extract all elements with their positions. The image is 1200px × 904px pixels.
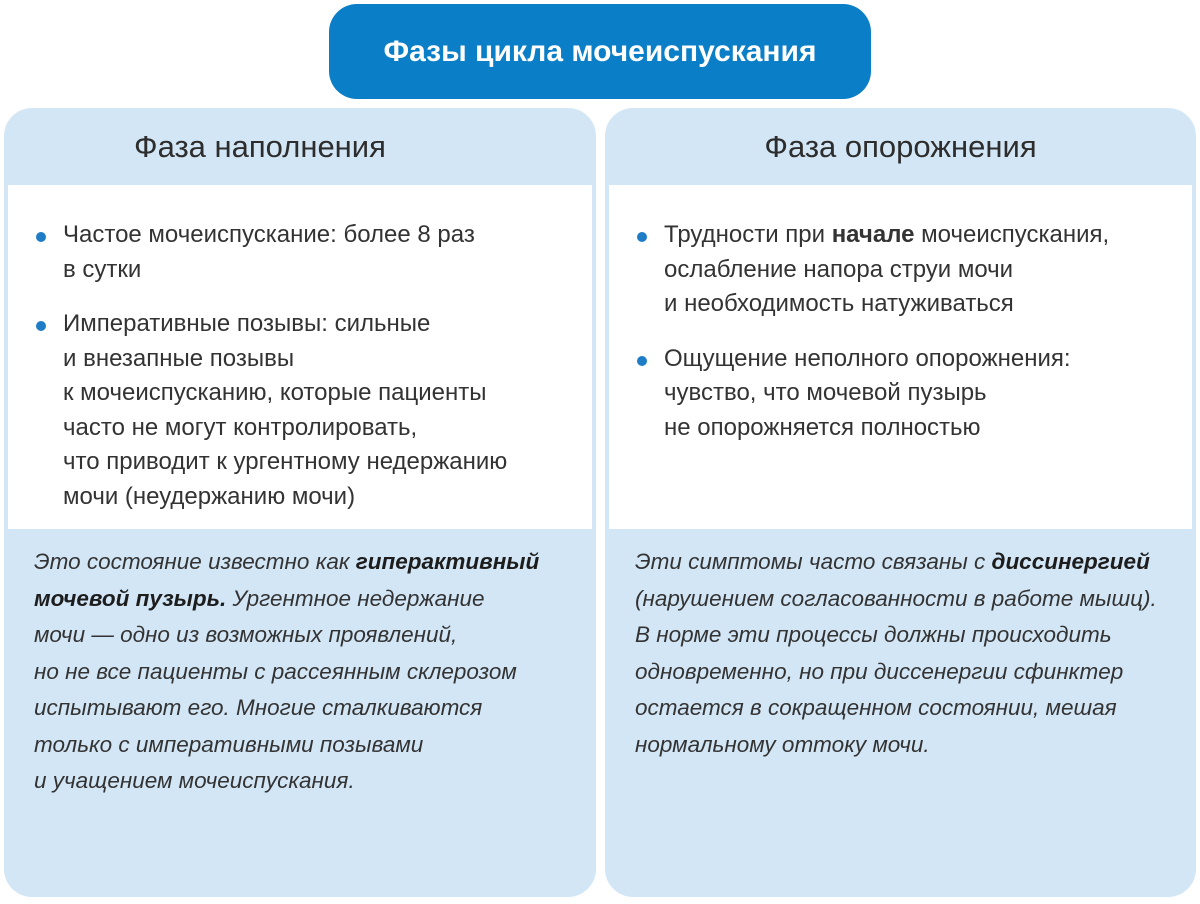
empty-phase-heading: Фаза опорожнения <box>764 128 1037 164</box>
list-item <box>8 307 592 514</box>
diagram-title: Фазы цикла мочеиспускания <box>329 4 871 99</box>
bullet-line: и необходимость натуживаться <box>664 290 1014 317</box>
list-item <box>8 218 592 287</box>
note-line: одновременно, но при диссенергии сфинктер <box>635 658 1124 684</box>
fill-phase-panel <box>4 108 596 897</box>
bullet-line: что приводит к ургентному недержанию <box>63 448 508 475</box>
note-line: но не все пациенты с рассеянным склерозом <box>34 658 517 684</box>
bullet-line: чувство, что мочевой пузырь <box>664 379 987 406</box>
bullet-line: Ощущение неполного опорожнения: <box>664 344 1071 372</box>
bullet-icon <box>36 232 46 242</box>
note-line: Это состояние известно как гиперактивный <box>34 549 540 574</box>
bullet-line: ослабление напора струи мочи <box>664 255 1014 283</box>
note-line: нормальному оттоку мочи. <box>635 731 930 757</box>
bullet-icon <box>637 232 647 242</box>
note-line: мочи — одно из возможных проявлений, <box>34 622 458 647</box>
empty-phase-bullet-list <box>609 218 1192 465</box>
bullet-line: Частое мочеиспускание: более 8 раз <box>63 221 475 248</box>
fill-phase-symptoms <box>8 185 592 529</box>
note-line: испытывают его. Многие сталкиваются <box>34 695 483 720</box>
fill-phase-bullet-list <box>8 218 592 534</box>
list-item <box>609 218 1192 322</box>
note-line: мочевой пузырь. Ургентное недержание <box>34 585 485 611</box>
fill-phase-note <box>34 544 576 800</box>
bullet-line: мочи (неудержанию мочи) <box>63 482 356 510</box>
list-item <box>609 342 1192 446</box>
note-line: и учащением мочеиспускания. <box>34 768 355 793</box>
bullet-line: Трудности при начале мочеиспускания, <box>664 221 1110 248</box>
note-line: остается в сокращенном состоянии, мешая <box>635 695 1117 720</box>
bullet-line: не опорожняется полностью <box>664 413 981 441</box>
bullet-icon <box>637 356 647 366</box>
bullet-line: Императивные позывы: сильные <box>63 310 431 337</box>
fill-phase-heading: Фаза наполнения <box>134 128 386 164</box>
note-line: (нарушением согласованности в работе мышц). <box>635 585 1157 611</box>
note-line: В норме эти процессы должны происходить <box>635 622 1112 647</box>
note-line: только с императивными позывами <box>34 731 424 757</box>
empty-phase-panel <box>605 108 1196 897</box>
bullet-line: в сутки <box>63 255 142 283</box>
bullet-icon <box>36 321 46 331</box>
bullet-line: к мочеиспусканию, которые пациенты <box>63 379 487 406</box>
empty-phase-note <box>635 544 1176 763</box>
empty-phase-symptoms <box>609 185 1192 529</box>
bullet-line: часто не могут контролировать, <box>63 413 418 441</box>
bullet-line: и внезапные позывы <box>63 344 295 372</box>
note-line: Эти симптомы часто связаны с диссинергией <box>635 549 1150 574</box>
